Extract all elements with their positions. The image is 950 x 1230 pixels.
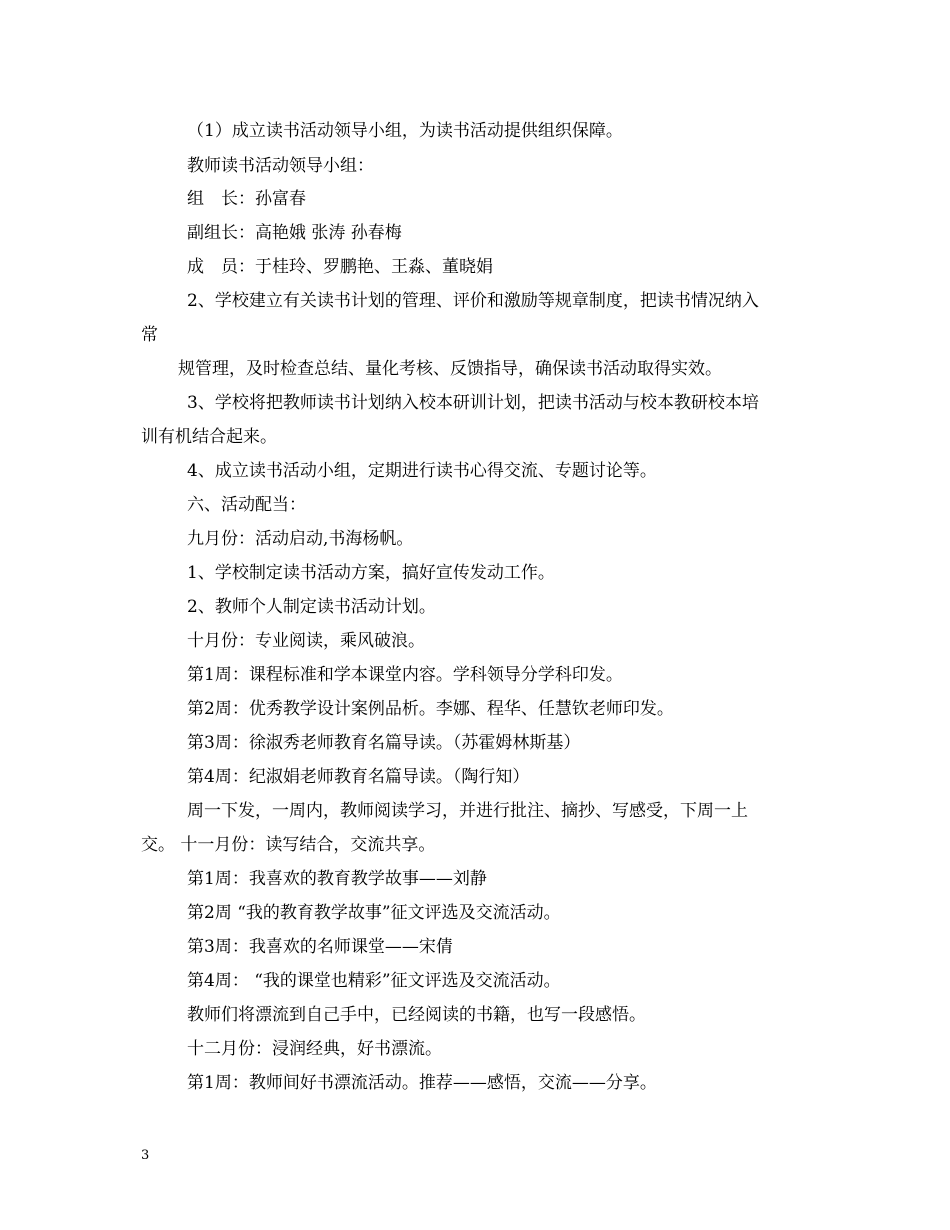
text-line: 周一下发，一周内，教师阅读学习，并进行批注、摘抄、写感受，下周一上 [187,801,748,821]
page-number: 3 [141,1148,150,1163]
text-line: 3、学校将把教师读书计划纳入校本研训计划，把读书活动与校本教研校本培 [187,393,759,413]
text-line: 第4周： “我的课堂也精彩”征文评选及交流活动。 [187,971,561,991]
text-line: 第3周：徐淑秀老师教育名篇导读。（苏霍姆林斯基） [187,733,581,753]
text-line: 训有机结合起来。 [141,427,277,447]
text-line: 第2周 “我的教育教学故事”征文评选及交流活动。 [187,903,561,923]
text-line: 第1周：课程标准和学本课堂内容。学科领导分学科印发。 [187,665,623,685]
text-line: 九月份：活动启动,书海杨帆。 [187,529,414,549]
text-line: 2、教师个人制定读书活动计划。 [187,597,436,617]
text-line: 规管理，及时检查总结、量化考核、反馈指导，确保读书活动取得实效。 [178,359,722,379]
text-line: （1）成立读书活动领导小组，为读书活动提供组织保障。 [187,121,623,141]
text-line: 第4周：纪淑娟老师教育名篇导读。（陶行知） [187,767,530,787]
text-line: 六、活动配当： [187,495,306,515]
text-line: 4、成立读书活动小组，定期进行读书心得交流、专题讨论等。 [187,461,657,481]
text-line: 组 长：孙富春 [187,189,306,209]
text-line: 第1周：教师间好书漂流活动。推荐——感悟，交流——分享。 [187,1073,657,1093]
text-line: 副组长：高艳娥 张涛 孙春梅 [187,223,402,243]
text-line: 教师们将漂流到自己手中，已经阅读的书籍，也写一段感悟。 [187,1005,646,1025]
text-line: 成 员：于桂玲、罗鹏艳、王淼、董晓娟 [187,257,493,277]
text-line: 交。 十一月份：读写结合，交流共享。 [141,835,436,855]
text-line: 2、学校建立有关读书计划的管理、评价和激励等规章制度，把读书情况纳入 [187,291,759,311]
text-line: 教师读书活动领导小组： [187,156,374,176]
text-line: 常 [141,325,158,345]
text-line: 十二月份：浸润经典，好书漂流。 [187,1039,442,1059]
text-line: 1、学校制定读书活动方案，搞好宣传发动工作。 [187,563,555,583]
text-line: 第2周：优秀教学设计案例品析。李娜、程华、任慧钦老师印发。 [187,699,674,719]
text-line: 第1周：我喜欢的教育教学故事——刘静 [187,869,487,889]
text-line: 第3周：我喜欢的名师课堂——宋倩 [187,937,453,957]
text-line: 十月份：专业阅读，乘风破浪。 [187,631,425,651]
